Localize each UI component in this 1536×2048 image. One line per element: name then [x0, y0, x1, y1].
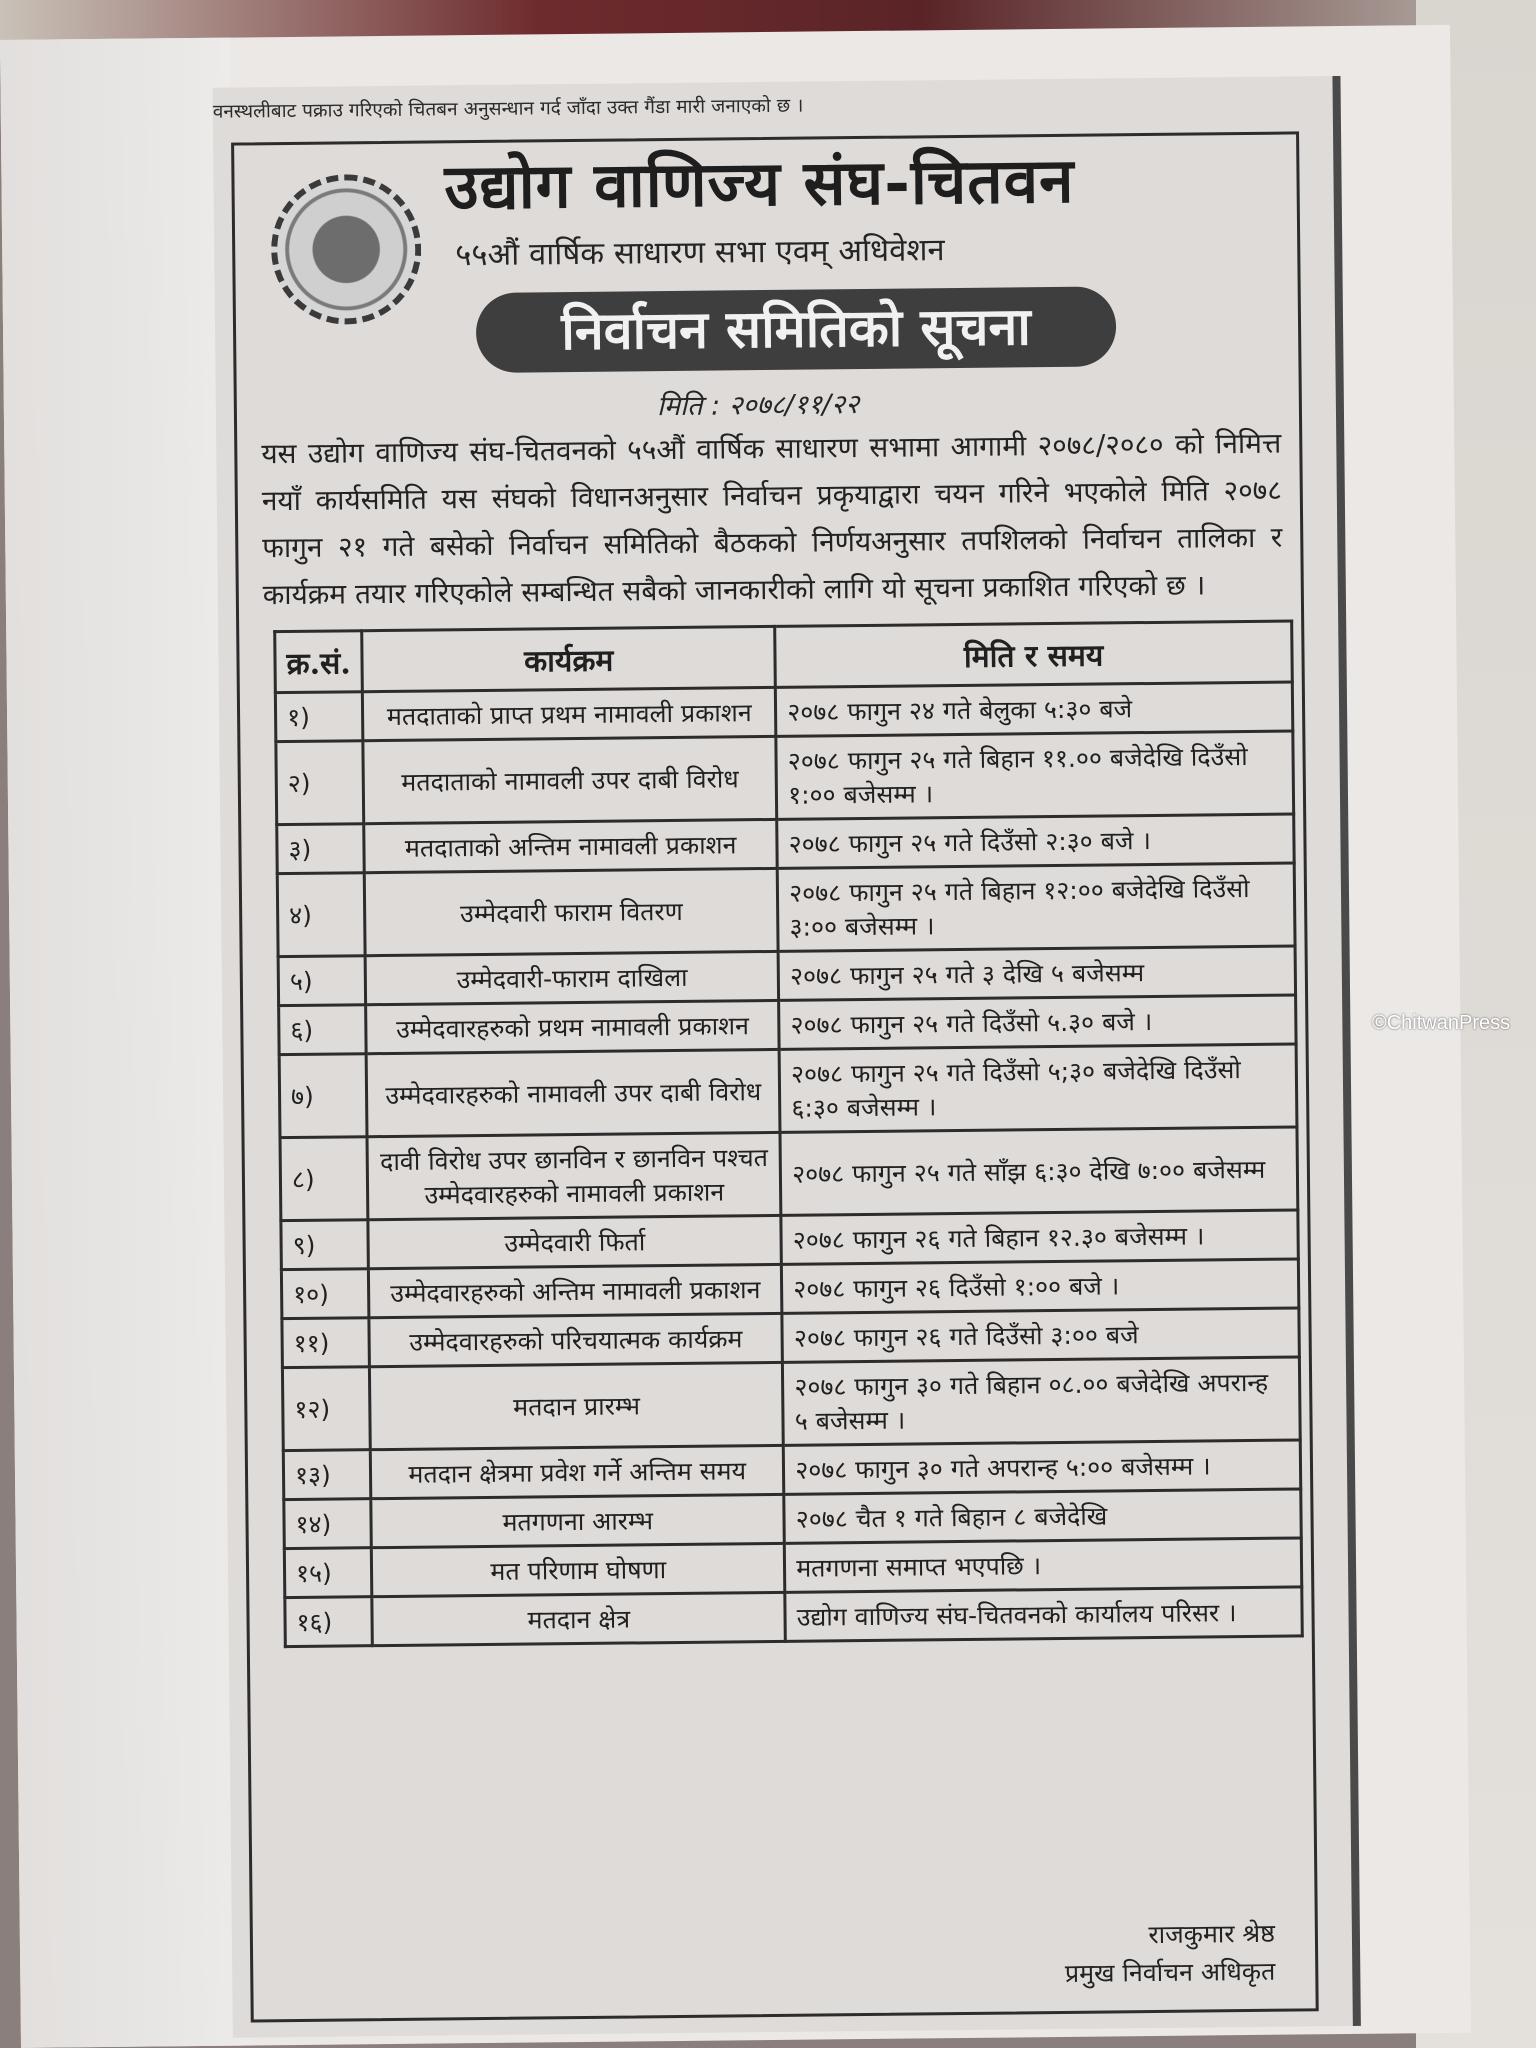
- newspaper-page: [0, 25, 1471, 2048]
- row-program: उम्मेदवारहरुको प्रथम नामावली प्रकाशन: [366, 1000, 779, 1053]
- election-schedule-table: [273, 619, 1304, 1648]
- row-program: मतदान क्षेत्र: [372, 1592, 785, 1645]
- row-date-time: २०७८ फागुन २५ गते बिहान १२:०० बजेदेखि दिउँसो ३:०० बजेसम्म ।: [777, 863, 1295, 951]
- row-serial: ८): [280, 1137, 368, 1221]
- watermark-text: ©ChitwanPress: [1372, 1012, 1511, 1034]
- row-serial: १४): [284, 1499, 372, 1549]
- table-header-row: [275, 621, 1293, 693]
- row-program: उम्मेदवारी-फाराम दाखिला: [365, 951, 778, 1004]
- row-serial: ७): [279, 1054, 367, 1138]
- row-program: मतदाताको अन्तिम नामावली प्रकाशन: [364, 819, 777, 872]
- table-body: [275, 682, 1302, 1647]
- row-date-time: मतगणना समाप्त भएपछि ।: [785, 1538, 1302, 1592]
- row-program: उम्मेदवारी फिर्ता: [368, 1215, 781, 1268]
- row-date-time: २०७८ फागुन २५ गते दिउँसो २:३० बजे ।: [777, 814, 1294, 868]
- row-serial: १६): [285, 1597, 373, 1647]
- row-serial: १०): [281, 1269, 369, 1319]
- organization-seal-icon: [270, 174, 422, 326]
- table-row: [279, 1044, 1297, 1138]
- signatory-name: राजकुमार श्रेष्ठ: [1148, 1918, 1276, 1950]
- row-program: उम्मेदवारी फाराम वितरण: [364, 868, 778, 955]
- row-serial: ९): [281, 1220, 369, 1270]
- row-program: मतदाताको प्राप्त प्रथम नामावली प्रकाशन: [363, 687, 776, 740]
- signature-block: [1015, 1915, 1276, 1994]
- row-program: उम्मेदवारहरुको परिचयात्मक कार्यक्रम: [369, 1313, 782, 1366]
- newspaper-left-margin: [0, 38, 251, 2048]
- row-program: मतदाताको नामावली उपर दाबी विरोध: [363, 736, 777, 823]
- header-date-time: मिति र समय: [775, 621, 1292, 687]
- row-date-time: २०७८ फागुन २५ गते ३ देखि ५ बजेसम्म: [778, 946, 1295, 1000]
- row-program: दावी विरोध उपर छानविन र छानविन पश्चत उम्मेदवारहरुको नामावली प्रकाशन: [367, 1132, 781, 1219]
- notice-clipping: [213, 76, 1361, 2038]
- table-row: [282, 1357, 1300, 1451]
- header-program: कार्यक्रम: [362, 626, 776, 691]
- row-date-time: २०७८ चैत १ गते बिहान ८ बजेदेखि: [784, 1489, 1301, 1543]
- row-serial: ५): [278, 956, 366, 1006]
- table-row: [285, 1587, 1302, 1647]
- header-serial: क्र.सं.: [275, 631, 363, 693]
- row-date-time: उद्योग वाणिज्य संघ-चितवनको कार्यालय परिसर ।: [785, 1587, 1302, 1641]
- row-date-time: २०७८ फागुन २५ गते दिउँसो ५;३० बजेदेखि दिउँसो ६:३० बजेसम्म ।: [779, 1044, 1297, 1132]
- row-serial: १): [275, 692, 363, 742]
- row-date-time: २०७८ फागुन २५ गते साँझ ६:३० देखि ७:०० बजेसम्म: [780, 1127, 1298, 1215]
- organization-title: उद्योग वाणिज्य संघ-चितवन: [444, 143, 1075, 224]
- row-date-time: २०७८ फागुन २६ दिउँसो १:०० बजे ।: [782, 1259, 1299, 1313]
- row-serial: ११): [282, 1318, 370, 1368]
- row-serial: २): [276, 741, 364, 825]
- row-date-time: २०७८ फागुन ३० गते अपरान्ह ५:०० बजेसम्म ।: [783, 1440, 1300, 1494]
- meeting-subtitle: ५५औं वार्षिक साधारण सभा एवम् अधिवेशन: [455, 232, 945, 274]
- intro-paragraph: यस उद्योग वाणिज्य संघ-चितवनको ५५औं वार्षिक साधारण सभामा आगामी २०७८/२०८० को निमित्त नयाँ कार्यसमिति यस संघको विधानअनुसार निर्वाचन प्रकृयाद्वारा चयन गरिने भएकोले मिति २०७८ फागुन २१ गते बसेको निर्वाचन समितिको बैठकको निर्णयअनुसार तपशिलको निर्वाचन तालिका र कार्यक्रम तयार गरिएकोले सम्बन्धित सबैको जानकारीको लागि यो सूचना प्रकाशित गरिएको छ ।: [261, 426, 1283, 612]
- row-program: मत परिणाम घोषणा: [372, 1543, 785, 1596]
- row-program: मतदान प्रारम्भ: [370, 1362, 784, 1449]
- table-row: [280, 1127, 1298, 1221]
- row-date-time: २०७८ फागुन ३० गते बिहान ०८.०० बजेदेखि अपरान्ह ५ बजेसम्म ।: [783, 1357, 1301, 1445]
- row-program: मतगणना आरम्भ: [371, 1494, 784, 1547]
- row-date-time: २०७८ फागुन २६ गते बिहान १२.३० बजेसम्म ।: [781, 1210, 1298, 1264]
- row-serial: १२): [282, 1367, 370, 1451]
- row-program: उम्मेदवारहरुको नामावली उपर दाबी विरोध: [366, 1049, 780, 1136]
- notice-title-banner: निर्वाचन समितिको सूचना: [476, 286, 1117, 373]
- row-date-time: २०७८ फागुन २५ गते बिहान ११.०० बजेदेखि दिउँसो १:०० बजेसम्म ।: [776, 731, 1294, 819]
- news-ticker-text: वनस्थलीबाट पक्राउ गरिएको चितबन अनुसन्धान गर्द जाँदा उक्त गैंडा मारी जनाएको छ ।: [212, 94, 804, 123]
- row-serial: ४): [277, 873, 365, 957]
- row-serial: ३): [277, 824, 365, 874]
- notice-box: [231, 131, 1319, 2022]
- row-serial: १३): [283, 1450, 371, 1500]
- table-row: [276, 731, 1294, 825]
- row-date-time: २०७८ फागुन २५ गते दिउँसो ५.३० बजे ।: [779, 995, 1296, 1049]
- row-program: मतदान क्षेत्रमा प्रवेश गर्ने अन्तिम समय: [371, 1445, 784, 1498]
- row-program: उम्मेदवारहरुको अन्तिम नामावली प्रकाशन: [369, 1264, 782, 1317]
- table-row: [277, 863, 1295, 957]
- row-serial: १५): [284, 1548, 372, 1598]
- row-date-time: २०७८ फागुन २६ गते दिउँसो ३:०० बजे: [782, 1308, 1299, 1362]
- row-date-time: २०७८ फागुन २४ गते बेलुका ५:३० बजे: [776, 682, 1293, 736]
- row-serial: ६): [279, 1005, 367, 1055]
- notice-date: मिति : २०७८/११/२२: [656, 389, 860, 423]
- signatory-title: प्रमुख निर्वाचन अधिकृत: [1064, 1956, 1276, 1988]
